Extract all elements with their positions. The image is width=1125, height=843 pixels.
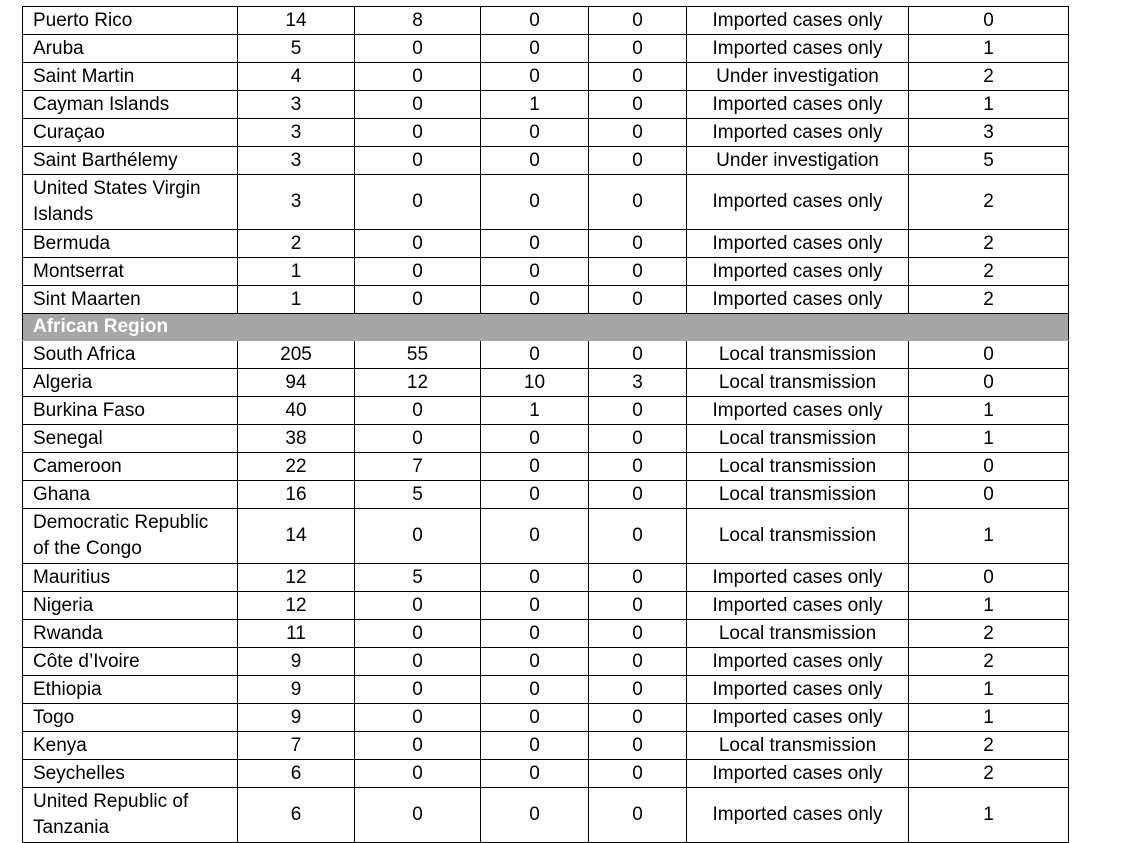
days-since-last-case-cell: 2 [909,63,1069,91]
new-deaths-cell: 0 [589,620,687,648]
new-deaths-cell: 0 [589,63,687,91]
new-cases-cell: 0 [355,258,481,286]
total-cases-cell: 38 [238,425,355,453]
new-cases-cell: 0 [355,230,481,258]
new-deaths-cell: 0 [589,788,687,843]
country-cell: Ghana [23,481,238,509]
table-row [23,732,1069,760]
table-row [23,760,1069,788]
new-cases-cell: 55 [355,341,481,369]
table-body [23,7,1069,843]
table-row [23,147,1069,175]
new-cases-cell: 0 [355,732,481,760]
total-cases-cell: 5 [238,35,355,63]
new-deaths-cell: 0 [589,564,687,592]
total-deaths-cell: 0 [481,425,589,453]
country-cell: Algeria [23,369,238,397]
transmission-class-cell: Imported cases only [687,35,909,63]
table-row [23,453,1069,481]
days-since-last-case-cell: 0 [909,481,1069,509]
new-cases-cell: 0 [355,147,481,175]
total-cases-cell: 94 [238,369,355,397]
new-cases-cell: 0 [355,35,481,63]
transmission-class-cell: Under investigation [687,147,909,175]
total-deaths-cell: 0 [481,481,589,509]
days-since-last-case-cell: 0 [909,341,1069,369]
country-cell: Seychelles [23,760,238,788]
total-cases-cell: 4 [238,63,355,91]
table-row [23,397,1069,425]
table-row [23,35,1069,63]
country-cell: Togo [23,704,238,732]
days-since-last-case-cell: 1 [909,425,1069,453]
table-row [23,369,1069,397]
total-cases-cell: 2 [238,230,355,258]
total-deaths-cell: 0 [481,119,589,147]
transmission-class-cell: Imported cases only [687,7,909,35]
days-since-last-case-cell: 1 [909,509,1069,564]
total-deaths-cell: 0 [481,286,589,314]
new-deaths-cell: 0 [589,286,687,314]
country-cell: Sint Maarten [23,286,238,314]
new-deaths-cell: 0 [589,509,687,564]
days-since-last-case-cell: 1 [909,592,1069,620]
days-since-last-case-cell: 0 [909,369,1069,397]
new-cases-cell: 8 [355,7,481,35]
transmission-class-cell: Imported cases only [687,91,909,119]
country-cell: Burkina Faso [23,397,238,425]
country-cell: Kenya [23,732,238,760]
transmission-class-cell: Local transmission [687,453,909,481]
new-cases-cell: 0 [355,648,481,676]
days-since-last-case-cell: 2 [909,620,1069,648]
total-deaths-cell: 0 [481,258,589,286]
days-since-last-case-cell: 0 [909,564,1069,592]
days-since-last-case-cell: 1 [909,91,1069,119]
total-cases-cell: 6 [238,760,355,788]
table-row [23,63,1069,91]
transmission-class-cell: Imported cases only [687,175,909,230]
new-cases-cell: 5 [355,564,481,592]
total-cases-cell: 40 [238,397,355,425]
total-deaths-cell: 0 [481,760,589,788]
total-deaths-cell: 0 [481,676,589,704]
transmission-class-cell: Imported cases only [687,760,909,788]
transmission-class-cell: Local transmission [687,341,909,369]
table-row [23,704,1069,732]
new-deaths-cell: 0 [589,676,687,704]
table-row [23,286,1069,314]
total-deaths-cell: 0 [481,35,589,63]
days-since-last-case-cell: 3 [909,119,1069,147]
country-cell: Montserrat [23,258,238,286]
total-deaths-cell: 0 [481,592,589,620]
country-cell: United Republic of Tanzania [23,788,238,843]
new-cases-cell: 0 [355,425,481,453]
days-since-last-case-cell: 0 [909,7,1069,35]
country-cell: Ethiopia [23,676,238,704]
days-since-last-case-cell: 2 [909,648,1069,676]
total-cases-cell: 3 [238,91,355,119]
table-row [23,230,1069,258]
transmission-class-cell: Imported cases only [687,286,909,314]
table-row [23,175,1069,230]
new-cases-cell: 7 [355,453,481,481]
new-deaths-cell: 0 [589,481,687,509]
total-cases-cell: 7 [238,732,355,760]
total-deaths-cell: 1 [481,397,589,425]
country-cell: Saint Martin [23,63,238,91]
transmission-class-cell: Imported cases only [687,119,909,147]
total-deaths-cell: 0 [481,564,589,592]
table-row [23,425,1069,453]
new-deaths-cell: 0 [589,175,687,230]
new-cases-cell: 0 [355,788,481,843]
total-cases-cell: 16 [238,481,355,509]
new-cases-cell: 0 [355,119,481,147]
table-row [23,258,1069,286]
transmission-class-cell: Local transmission [687,509,909,564]
days-since-last-case-cell: 1 [909,788,1069,843]
total-deaths-cell: 0 [481,7,589,35]
transmission-class-cell: Imported cases only [687,564,909,592]
total-deaths-cell: 0 [481,648,589,676]
new-cases-cell: 5 [355,481,481,509]
situation-table-page [22,6,1068,843]
new-deaths-cell: 0 [589,119,687,147]
table-row [23,481,1069,509]
new-deaths-cell: 0 [589,91,687,119]
table-row [23,648,1069,676]
total-deaths-cell: 0 [481,509,589,564]
total-cases-cell: 205 [238,341,355,369]
new-cases-cell: 0 [355,63,481,91]
total-cases-cell: 1 [238,286,355,314]
transmission-class-cell: Imported cases only [687,704,909,732]
table-row [23,592,1069,620]
total-cases-cell: 3 [238,175,355,230]
new-deaths-cell: 0 [589,425,687,453]
new-cases-cell: 0 [355,760,481,788]
country-cell: Curaçao [23,119,238,147]
country-cell: Democratic Republic of the Congo [23,509,238,564]
days-since-last-case-cell: 1 [909,676,1069,704]
new-cases-cell: 0 [355,704,481,732]
new-cases-cell: 0 [355,620,481,648]
total-cases-cell: 3 [238,147,355,175]
total-deaths-cell: 0 [481,453,589,481]
days-since-last-case-cell: 2 [909,175,1069,230]
country-cell: Senegal [23,425,238,453]
table-row [23,119,1069,147]
country-cases-table [22,6,1069,843]
new-cases-cell: 12 [355,369,481,397]
table-row [23,676,1069,704]
new-deaths-cell: 0 [589,35,687,63]
transmission-class-cell: Imported cases only [687,788,909,843]
days-since-last-case-cell: 0 [909,453,1069,481]
total-deaths-cell: 1 [481,91,589,119]
total-deaths-cell: 0 [481,620,589,648]
new-deaths-cell: 0 [589,453,687,481]
table-row [23,91,1069,119]
days-since-last-case-cell: 2 [909,258,1069,286]
transmission-class-cell: Imported cases only [687,258,909,286]
days-since-last-case-cell: 5 [909,147,1069,175]
total-cases-cell: 9 [238,704,355,732]
new-deaths-cell: 0 [589,341,687,369]
new-cases-cell: 0 [355,286,481,314]
transmission-class-cell: Imported cases only [687,648,909,676]
days-since-last-case-cell: 2 [909,760,1069,788]
table-row [23,341,1069,369]
total-cases-cell: 9 [238,648,355,676]
table-row [23,788,1069,843]
transmission-class-cell: Imported cases only [687,676,909,704]
country-cell: Mauritius [23,564,238,592]
total-deaths-cell: 0 [481,147,589,175]
country-cell: Côte d’Ivoire [23,648,238,676]
new-deaths-cell: 0 [589,7,687,35]
new-cases-cell: 0 [355,175,481,230]
new-deaths-cell: 0 [589,648,687,676]
total-deaths-cell: 0 [481,175,589,230]
transmission-class-cell: Imported cases only [687,592,909,620]
transmission-class-cell: Imported cases only [687,230,909,258]
new-cases-cell: 0 [355,397,481,425]
region-header: African Region [23,314,1069,341]
total-cases-cell: 14 [238,7,355,35]
total-cases-cell: 6 [238,788,355,843]
total-deaths-cell: 0 [481,230,589,258]
new-deaths-cell: 0 [589,397,687,425]
total-cases-cell: 12 [238,564,355,592]
country-cell: Cayman Islands [23,91,238,119]
country-cell: Cameroon [23,453,238,481]
total-deaths-cell: 10 [481,369,589,397]
total-deaths-cell: 0 [481,341,589,369]
total-cases-cell: 14 [238,509,355,564]
days-since-last-case-cell: 2 [909,732,1069,760]
days-since-last-case-cell: 1 [909,35,1069,63]
total-cases-cell: 22 [238,453,355,481]
country-cell: Puerto Rico [23,7,238,35]
new-deaths-cell: 3 [589,369,687,397]
total-deaths-cell: 0 [481,788,589,843]
transmission-class-cell: Local transmission [687,425,909,453]
new-deaths-cell: 0 [589,230,687,258]
total-cases-cell: 11 [238,620,355,648]
new-deaths-cell: 0 [589,258,687,286]
total-deaths-cell: 0 [481,704,589,732]
total-cases-cell: 1 [238,258,355,286]
days-since-last-case-cell: 2 [909,286,1069,314]
new-cases-cell: 0 [355,509,481,564]
country-cell: United States Virgin Islands [23,175,238,230]
transmission-class-cell: Local transmission [687,620,909,648]
transmission-class-cell: Local transmission [687,732,909,760]
new-deaths-cell: 0 [589,704,687,732]
table-row [23,620,1069,648]
transmission-class-cell: Under investigation [687,63,909,91]
days-since-last-case-cell: 2 [909,230,1069,258]
new-deaths-cell: 0 [589,760,687,788]
new-cases-cell: 0 [355,592,481,620]
table-row [23,7,1069,35]
total-deaths-cell: 0 [481,732,589,760]
total-deaths-cell: 0 [481,63,589,91]
transmission-class-cell: Local transmission [687,481,909,509]
table-row [23,509,1069,564]
country-cell: Aruba [23,35,238,63]
new-cases-cell: 0 [355,91,481,119]
transmission-class-cell: Imported cases only [687,397,909,425]
total-cases-cell: 12 [238,592,355,620]
days-since-last-case-cell: 1 [909,397,1069,425]
new-cases-cell: 0 [355,676,481,704]
country-cell: Rwanda [23,620,238,648]
country-cell: South Africa [23,341,238,369]
region-header-row [23,314,1069,341]
days-since-last-case-cell: 1 [909,704,1069,732]
new-deaths-cell: 0 [589,592,687,620]
table-row [23,564,1069,592]
transmission-class-cell: Local transmission [687,369,909,397]
total-cases-cell: 9 [238,676,355,704]
total-cases-cell: 3 [238,119,355,147]
new-deaths-cell: 0 [589,732,687,760]
country-cell: Saint Barthélemy [23,147,238,175]
new-deaths-cell: 0 [589,147,687,175]
country-cell: Nigeria [23,592,238,620]
country-cell: Bermuda [23,230,238,258]
